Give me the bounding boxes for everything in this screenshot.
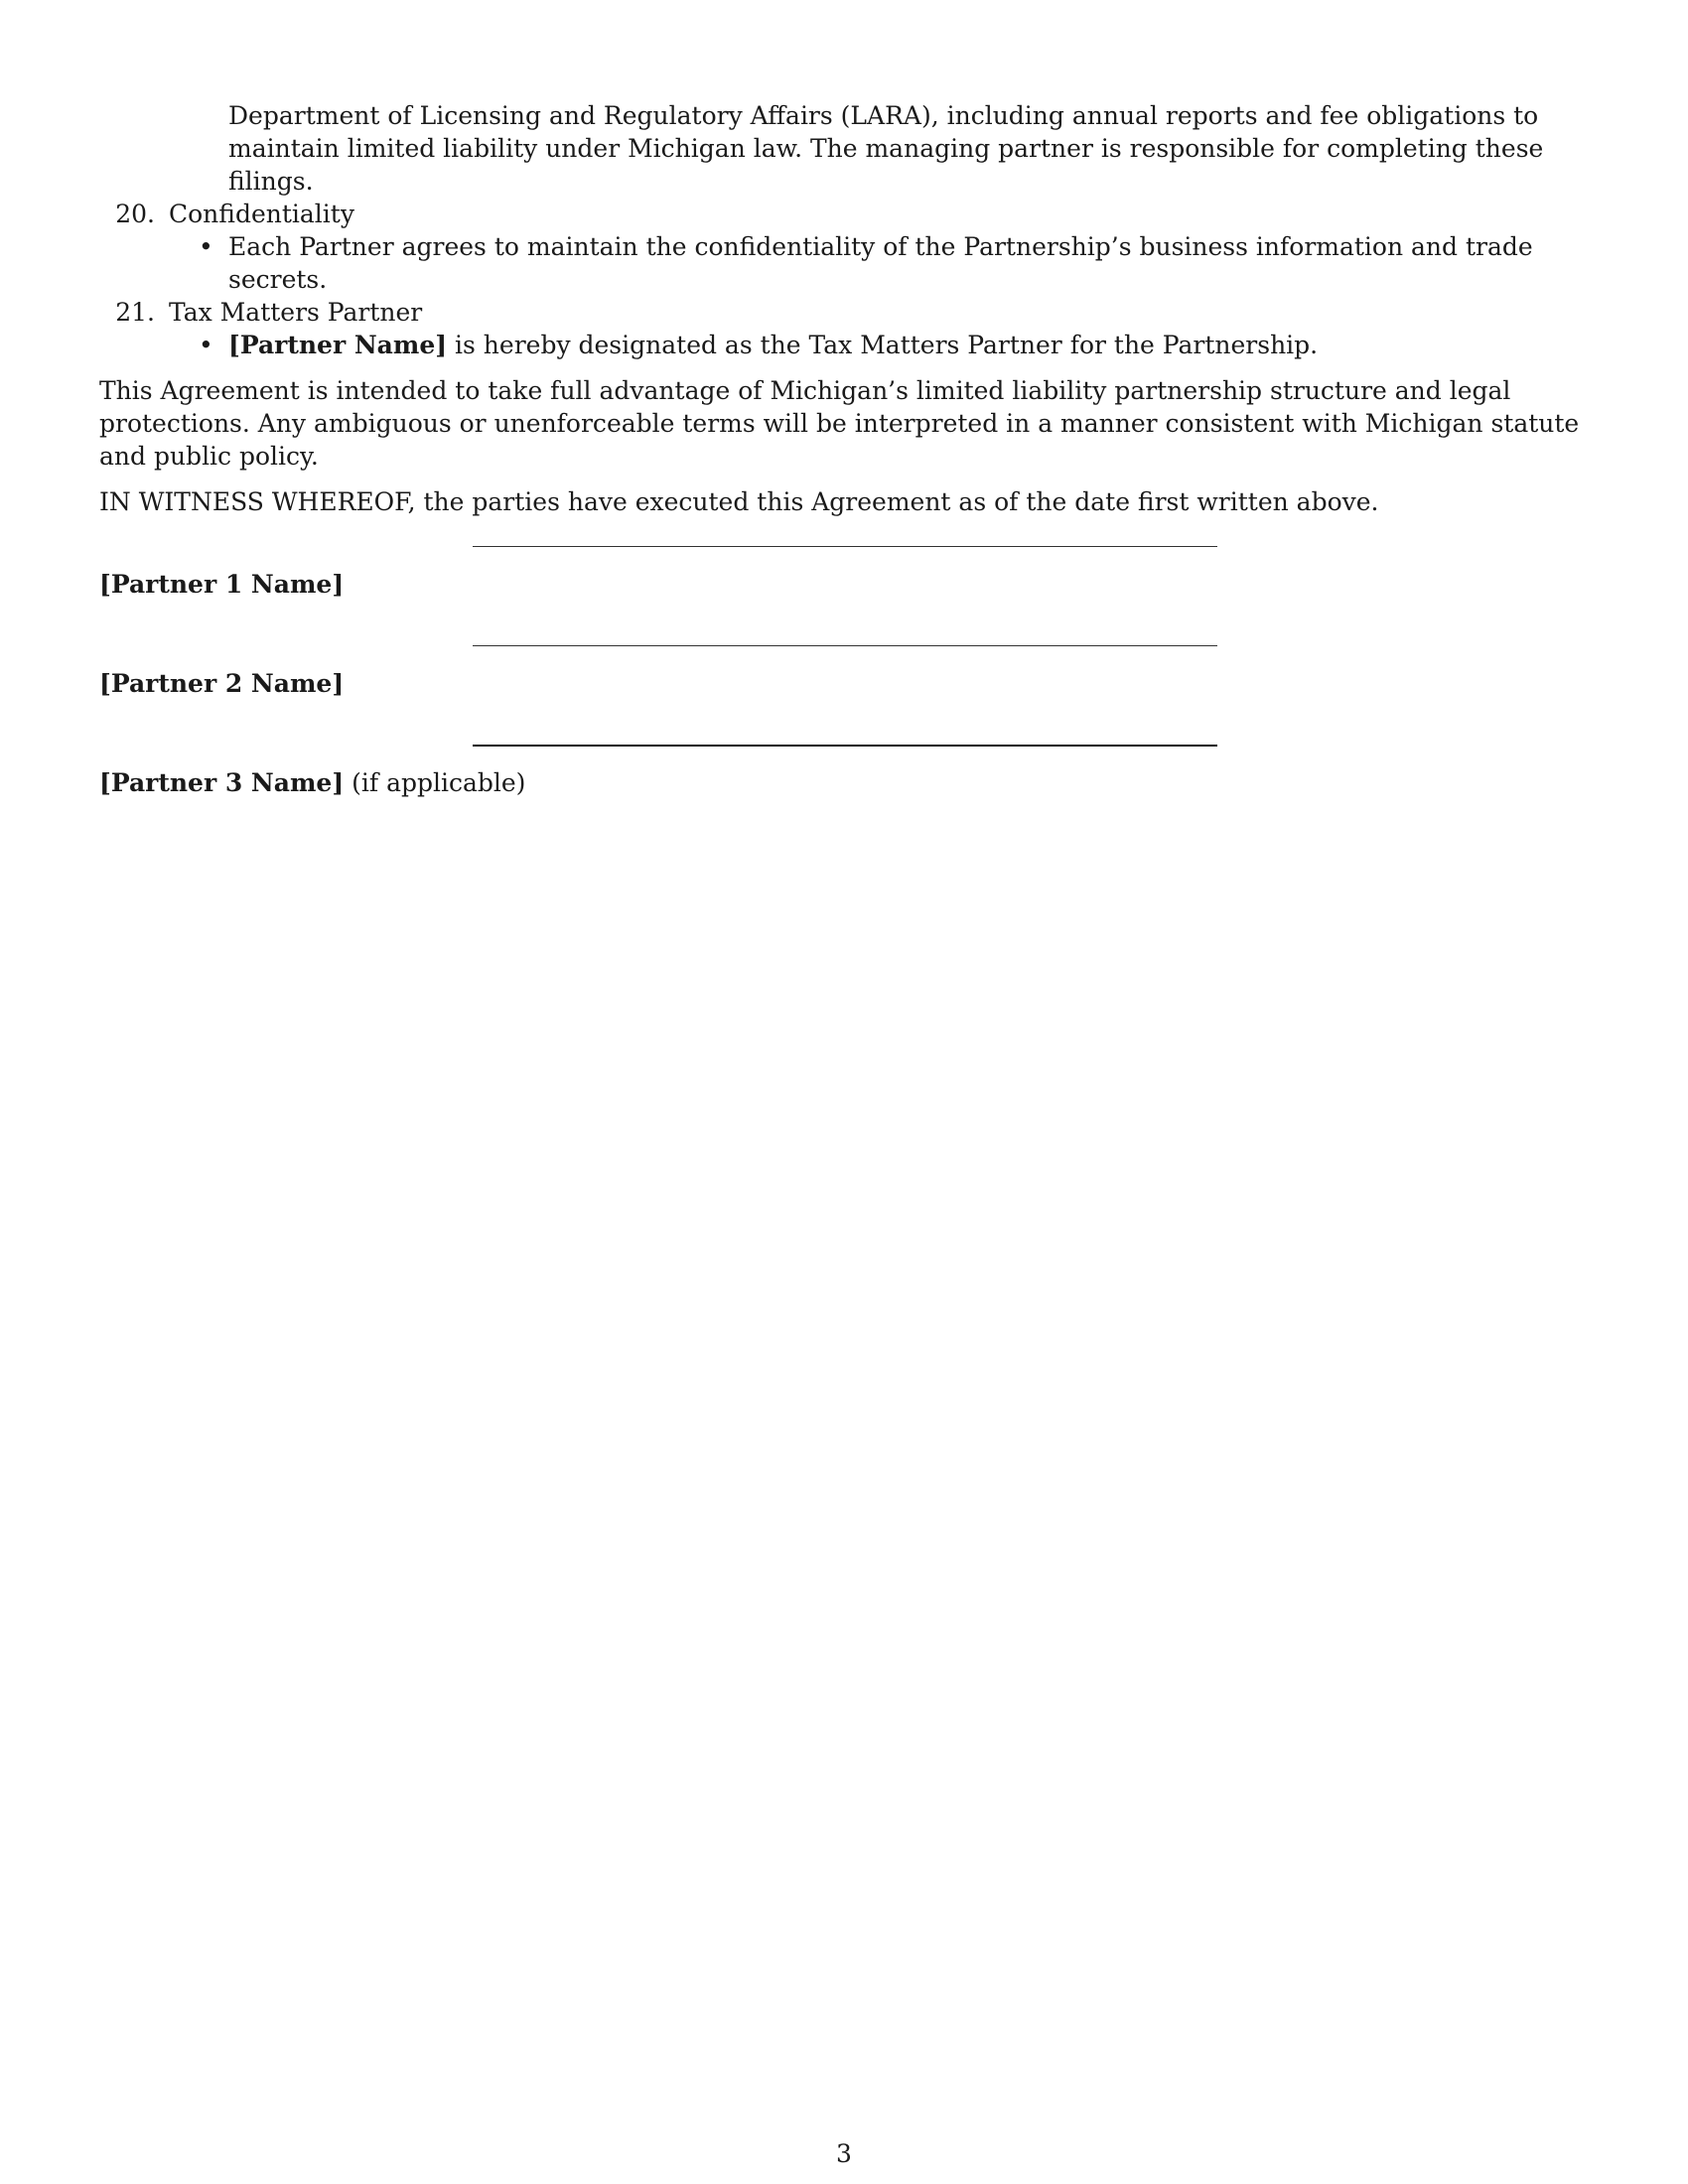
page-number: 3 [836, 2139, 852, 2168]
section-20 [99, 198, 1589, 296]
closing-paragraph: This Agreement is intended to take full advantage of Michigan’s limited liability partnership structure and legal protections. Any ambiguous or unenforceable terms will be interpreted in a manner consistent with Michigan statute and public policy. [99, 376, 1580, 471]
signature-block-2 [99, 645, 1589, 745]
bullet-icon: • [199, 232, 213, 261]
section-21 [99, 296, 1589, 361]
signature-block-1 [99, 546, 1589, 645]
bullet-icon: • [199, 331, 213, 359]
list-item [99, 329, 1589, 361]
signatory-name: [Partner 1 Name] [99, 570, 345, 599]
section-heading [99, 198, 1589, 230]
signature-line[interactable] [473, 546, 1217, 547]
signature-line[interactable] [473, 745, 1217, 747]
signature-line[interactable] [473, 645, 1217, 646]
bullet-text: Each Partner agrees to maintain the confidentiality of the Partnership’s business information and trade secrets. [228, 232, 1533, 294]
section-title: Confidentiality [169, 200, 354, 228]
list-item [99, 230, 1589, 296]
document-page [99, 99, 1589, 844]
partner-name-placeholder: [Partner Name] [228, 331, 448, 359]
signature-section [99, 546, 1589, 844]
section-number: 20. [115, 200, 155, 228]
signatory-name: [Partner 2 Name] [99, 669, 345, 698]
section-number: 21. [115, 298, 155, 327]
bullet-text: is hereby designated as the Tax Matters Partner for the Partnership. [447, 331, 1319, 359]
section-title: Tax Matters Partner [169, 298, 423, 327]
continued-text: Department of Licensing and Regulatory Affairs (LARA), including annual reports and fee obligations to maintain limited liability under Michigan law. The managing partner is responsible for completing these filings. [228, 101, 1544, 196]
section-heading [99, 296, 1589, 329]
signature-block-3 [99, 745, 1589, 844]
signatory-name: [Partner 3 Name] (if applicable) [99, 768, 526, 797]
witness-statement: IN WITNESS WHEREOF, the parties have executed this Agreement as of the date first written above. [99, 487, 1379, 516]
